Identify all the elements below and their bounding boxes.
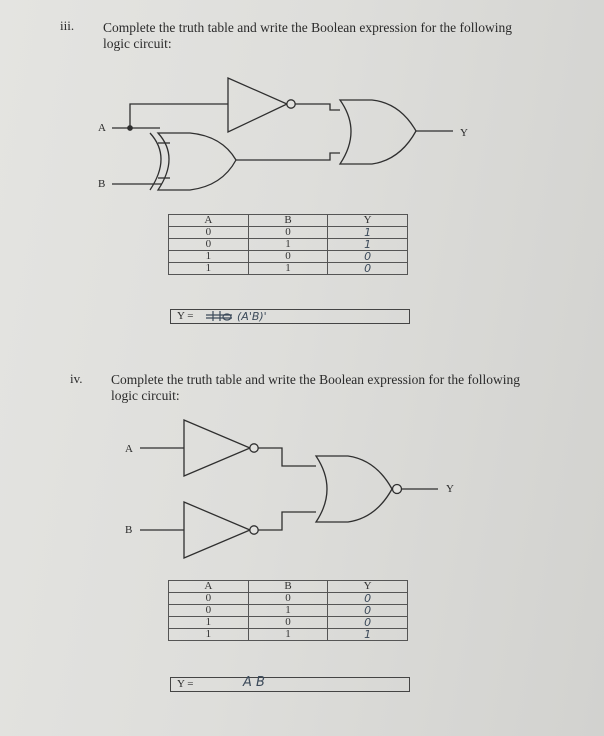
q4-wire-nota-to-nor [258, 448, 316, 466]
q4-nor-bubble [393, 485, 402, 494]
handwritten-answer: 0 [328, 263, 408, 275]
table-cell: 1 [169, 263, 249, 275]
q3-number: iii. [60, 18, 75, 33]
q4-truth-table [168, 580, 408, 641]
q4-expression-label: Y = [177, 678, 194, 690]
q4-not-gate-a [184, 420, 250, 476]
table-cell: 0 [248, 227, 328, 239]
q3-expression-label: Y = [177, 310, 194, 322]
q3-output-label: Y [460, 127, 468, 139]
handwritten-answer: 0 [328, 605, 408, 617]
table-cell: 1 [248, 605, 328, 617]
q4-not-bubble-b [250, 526, 258, 534]
handwritten-answer: 0 [328, 251, 408, 263]
q4-input-b-label: B [125, 524, 133, 536]
table-row [169, 629, 408, 641]
table-row [169, 617, 408, 629]
q3-input-a-label: A [98, 122, 106, 134]
table-header: B [248, 581, 328, 593]
handwritten-answer: 0 [328, 593, 408, 605]
q4-nor-gate [316, 456, 392, 522]
q3-prompt: Complete the truth table and write the Boolean expression for the following logic circuit: [103, 20, 513, 51]
table-header: A [169, 215, 249, 227]
table-cell: 1 [169, 629, 249, 641]
table-cell: 0 [248, 251, 328, 263]
q4-output-label: Y [446, 483, 454, 495]
q4-expression-box[interactable] [170, 677, 410, 692]
q4-expression-answer: A B [243, 675, 265, 690]
table-header-row [169, 581, 408, 593]
handwritten-answer: 0 [328, 617, 408, 629]
q4-input-a-label: A [125, 443, 133, 455]
table-header: Y [328, 215, 408, 227]
table-row [169, 593, 408, 605]
table-header: A [169, 581, 249, 593]
handwritten-answer: 1 [328, 629, 408, 641]
table-header: B [248, 215, 328, 227]
table-cell: 1 [248, 263, 328, 275]
handwritten-answer: 1 [328, 227, 408, 239]
table-cell: 0 [169, 593, 249, 605]
q4-number: iv. [70, 371, 83, 386]
q3-input-b-label: B [98, 178, 106, 190]
q4-not-gate-b [184, 502, 250, 558]
q4-wire-notb-to-nor [258, 512, 316, 530]
table-cell: 1 [169, 617, 249, 629]
table-cell: 1 [248, 629, 328, 641]
table-cell: 1 [248, 239, 328, 251]
table-row [169, 605, 408, 617]
table-cell: 0 [169, 227, 249, 239]
table-cell: 0 [169, 239, 249, 251]
q4-prompt: Complete the truth table and write the Boolean expression for the following logic circuit: [111, 372, 521, 403]
table-cell: 0 [248, 593, 328, 605]
table-cell: 0 [169, 605, 249, 617]
table-header: Y [328, 581, 408, 593]
handwritten-answer: 1 [328, 239, 408, 251]
q4-not-bubble-a [250, 444, 258, 452]
q3-expression-answer: (A'B)' [237, 310, 267, 323]
table-cell: 1 [169, 251, 249, 263]
table-cell: 0 [248, 617, 328, 629]
